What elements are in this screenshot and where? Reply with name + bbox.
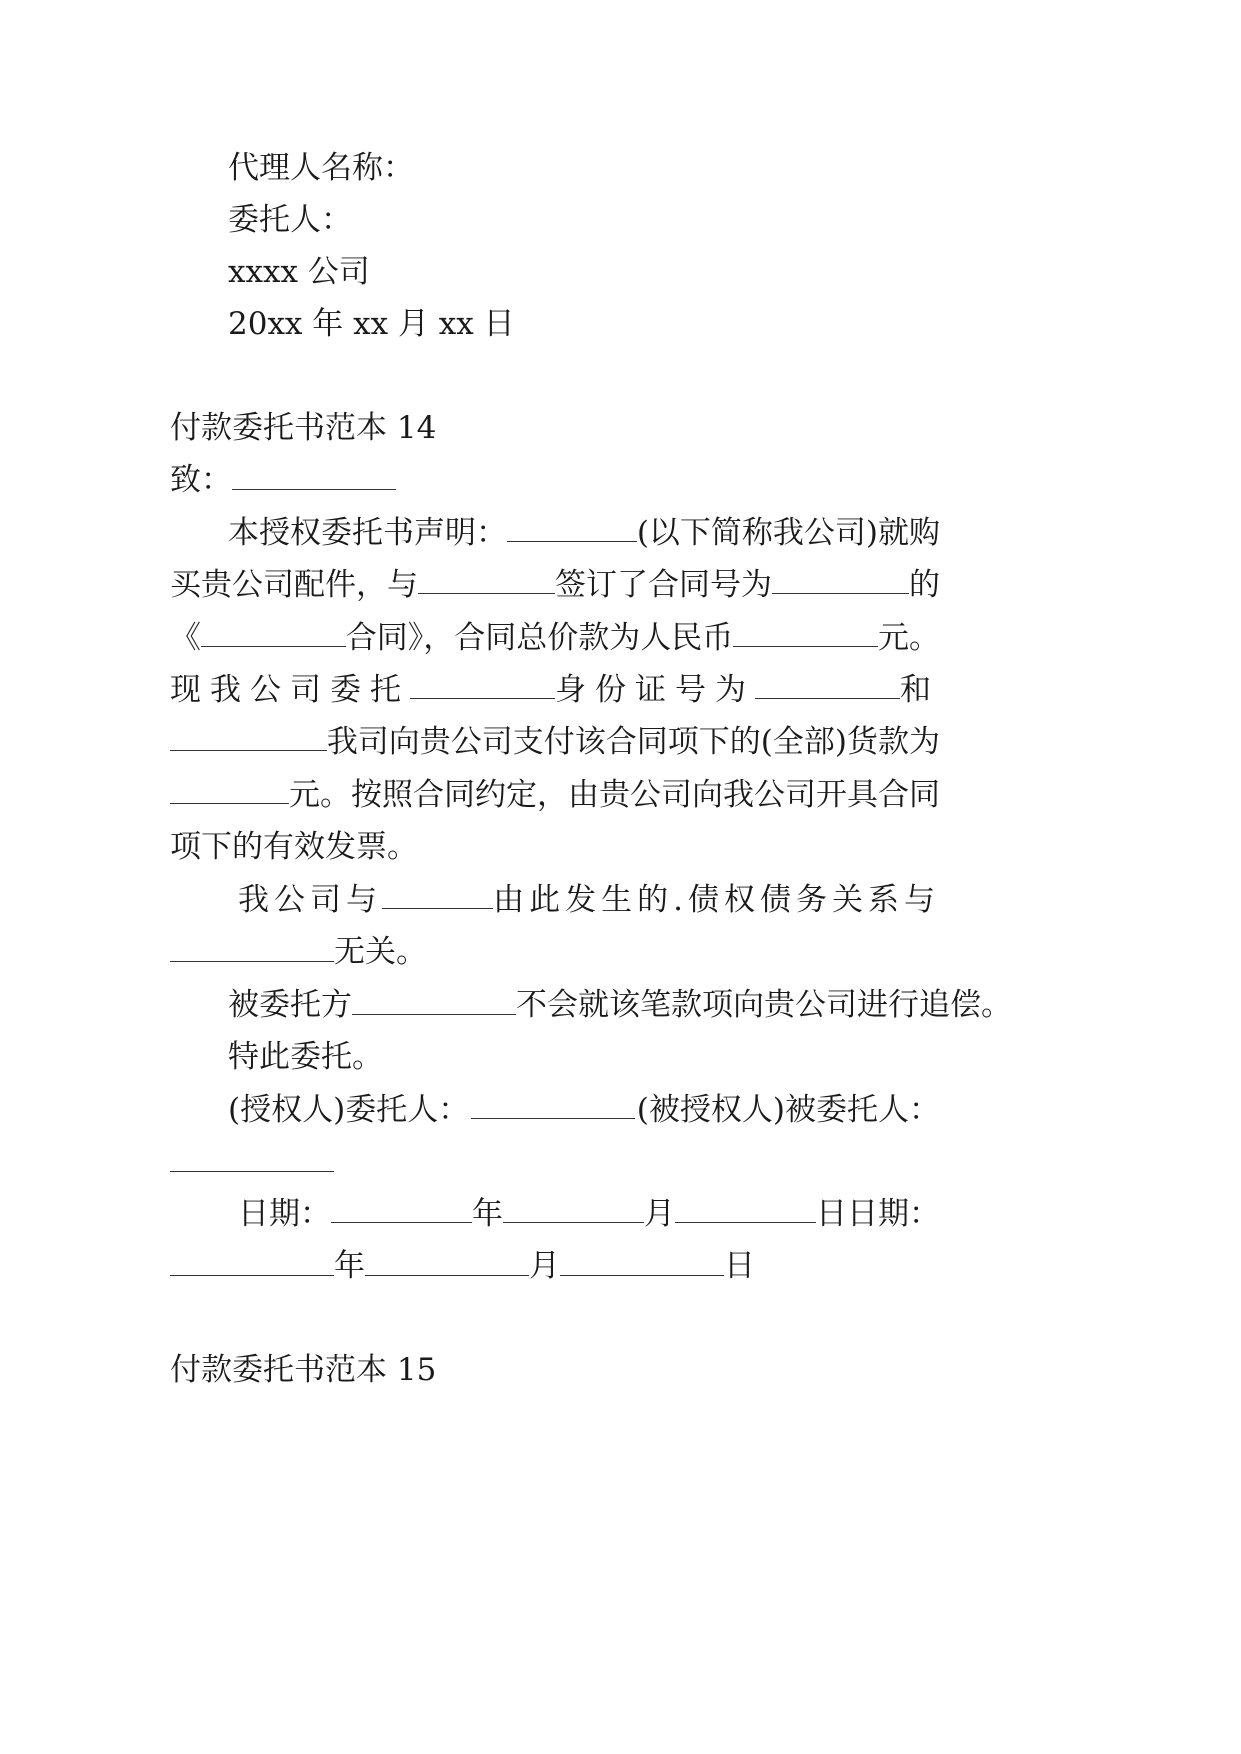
text-segment: 现我公司委托 <box>170 672 410 708</box>
paragraph-line <box>228 513 940 553</box>
blank-field <box>352 986 516 1015</box>
blank-field <box>503 1194 644 1223</box>
principal-label: 委托人： <box>228 202 352 238</box>
text-segment: 被委托方 <box>228 987 352 1023</box>
paragraph-line <box>170 932 427 972</box>
blank-field <box>170 1247 334 1276</box>
blank-field <box>675 1194 816 1223</box>
text-segment: 合同》，合同总价款为人民币 <box>345 620 734 656</box>
closing-phrase: 特此委托。 <box>228 1039 383 1075</box>
text-segment: 和 <box>900 672 940 708</box>
blank-field <box>560 1247 724 1276</box>
blank-field <box>772 565 909 594</box>
text-segment: 年 <box>334 1248 365 1284</box>
text-segment: 日期： <box>238 1196 331 1232</box>
text-segment: 无关。 <box>334 934 427 970</box>
text-segment: 不会就该笔款项向贵公司进行追偿。 <box>516 987 1012 1023</box>
text-segment: (授权人)委托人： <box>228 1092 470 1128</box>
text-segment: (以下简称我公司)就购 <box>636 515 940 551</box>
blank-field <box>331 1194 472 1223</box>
blank-field <box>201 618 346 647</box>
text-segment: 买贵公司配件，与 <box>170 567 418 603</box>
blank-field <box>733 618 878 647</box>
paragraph-line <box>170 775 940 815</box>
section-title-15: 付款委托书范本 15 <box>170 1352 437 1388</box>
text-segment: 本授权委托书声明： <box>228 515 507 551</box>
paragraph-line <box>170 618 940 658</box>
text-segment: 的 <box>909 567 940 603</box>
text-segment: 元。按照合同约定，由贵公司向我公司开具合同 <box>289 777 940 813</box>
blank-field <box>365 1247 529 1276</box>
to-label: 致： <box>170 462 232 498</box>
text-segment: 月 <box>529 1248 560 1284</box>
agent-name-label: 代理人名称： <box>228 150 414 186</box>
signature-date: 20xx 年 xx 月 xx 日 <box>228 306 515 342</box>
text-segment: 《 <box>170 620 201 656</box>
blank-field <box>471 1090 635 1119</box>
blank-field <box>382 880 493 909</box>
text-segment: 年 <box>472 1196 503 1232</box>
text-segment: 日 <box>724 1248 755 1284</box>
blank-field <box>418 565 555 594</box>
addressee-line <box>170 460 396 500</box>
signature-line <box>228 1090 940 1130</box>
text-segment: 日日期： <box>816 1196 940 1232</box>
paragraph-line <box>170 565 940 605</box>
section-title-14: 付款委托书范本 14 <box>170 410 437 446</box>
paragraph-line <box>238 880 940 920</box>
addressee-blank <box>232 461 396 490</box>
paragraph-line <box>170 670 940 710</box>
text-segment: (被授权人)被委托人： <box>636 1092 940 1128</box>
signature-blank-line <box>170 1142 334 1182</box>
text-segment: 我公司与 <box>238 882 382 918</box>
blank-field <box>507 513 637 542</box>
blank-field <box>755 670 900 699</box>
blank-field <box>170 1143 334 1172</box>
text-segment: 元。 <box>878 620 940 656</box>
paragraph-line: 项下的有效发票。 <box>170 829 418 865</box>
blank-field <box>170 775 289 804</box>
text-segment: 由此发生的.债权债务关系与 <box>493 882 940 918</box>
paragraph-line <box>170 722 940 762</box>
text-segment: 我司向贵公司支付该合同项下的(全部)货款为 <box>326 724 940 760</box>
company-name: xxxx 公司 <box>228 254 370 290</box>
date-line <box>238 1194 940 1234</box>
text-segment: 身份证号为 <box>555 672 755 708</box>
blank-field <box>410 670 555 699</box>
blank-field <box>170 722 327 751</box>
text-segment: 月 <box>644 1196 675 1232</box>
paragraph-line <box>228 985 1012 1025</box>
date-line <box>170 1246 755 1286</box>
blank-field <box>170 933 334 962</box>
text-segment: 签订了合同号为 <box>555 567 772 603</box>
